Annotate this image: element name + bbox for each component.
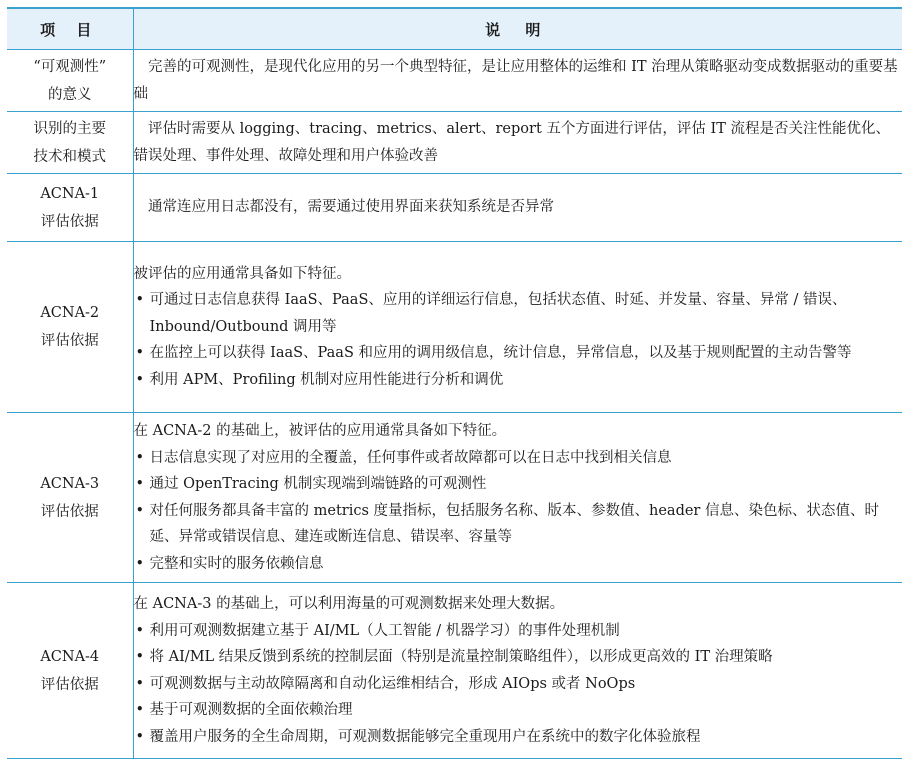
list-item: • 利用可观测数据建立基于 AI/ML（人工智能 / 机器学习）的事件处理机制 [134,618,903,645]
row-label: ACNA-3 评估依据 [7,413,133,583]
row-label: ACNA-2 评估依据 [7,242,133,413]
row-label: ACNA-4 评估依据 [7,583,133,759]
row-label: 识别的主要 技术和模式 [7,112,133,174]
list-item: • 通过 OpenTracing 机制实现端到端链路的可观测性 [134,471,903,498]
list-item: • 可通过日志信息获得 IaaS、PaaS、应用的详细运行信息，包括状态值、时延、并发量、容量、异常 / 错误、Inbound/Outbound 调用等 [134,287,903,340]
row-description: 完善的可观测性，是现代化应用的另一个典型特征，是让应用整体的运维和 IT 治理从策略驱动变成数据驱动的重要基础 [133,50,902,112]
list-item: • 在监控上可以获得 IaaS、PaaS 和应用的调用级信息，统计信息，异常信息，以及基于规则配置的主动告警等 [134,340,903,367]
list-item: • 基于可观测数据的全面依赖治理 [134,697,903,724]
row-description: 评估时需要从 logging、tracing、metrics、alert、report 五个方面进行评估，评估 IT 流程是否关注性能优化、错误处理、事件处理、故障处理和用户体验改善 [133,112,902,174]
list-item: • 完整和实时的服务依赖信息 [134,551,903,578]
table-row [7,583,902,759]
row-label: ACNA-1 评估依据 [7,174,133,242]
table-header-row [7,8,902,50]
list-item: • 利用 APM、Profiling 机制对应用性能进行分析和调优 [134,367,903,394]
list-item: • 对任何服务都具备丰富的 metrics 度量指标，包括服务名称、版本、参数值、header 信息、染色标、状态值、时延、异常或错误信息、建连或断连信息、错误率、容量等 [134,498,903,551]
table-row [7,112,902,174]
list-item: • 日志信息实现了对应用的全覆盖，任何事件或者故障都可以在日志中找到相关信息 [134,445,903,472]
list-item: • 将 AI/ML 结果反馈到系统的控制层面（特别是流量控制策略组件），以形成更高效的 IT 治理策略 [134,644,903,671]
row-description: 在 ACNA-3 的基础上，可以利用海量的可观测数据来处理大数据。 • 利用可观测数据建立基于 AI/ML（人工智能 / 机器学习）的事件处理机制 • 将 AI/ML 结果反馈到系统的控制层面（特别是流量控制策略组件），以形成更高效的 IT 治理策略 • 可观测数据与主动故障隔离和自动化运维相结合，形成 AIOps 或者 NoOps • 基于可观测数据的全面依赖治理 • 覆盖用户服务的全生命周期，可观测数据能够完全重现用户在系统中的数字化体验旅程 [133,583,902,759]
table-row [7,50,902,112]
row-description: 在 ACNA-2 的基础上，被评估的应用通常具备如下特征。 • 日志信息实现了对应用的全覆盖，任何事件或者故障都可以在日志中找到相关信息 • 通过 OpenTracing 机制实现端到端链路的可观测性 • 对任何服务都具备丰富的 metrics 度量指标，包括服务名称、版本、参数值、header 信息、染色标、状态值、时延、异常或错误信息、建连或断连信息、错误率、容量等 • 完整和实时的服务依赖信息 [133,413,902,583]
row-label: “可观测性” 的意义 [7,50,133,112]
header-item: 项 目 [7,8,133,50]
table-row [7,174,902,242]
table-row [7,242,902,413]
table-row [7,413,902,583]
bullet-list [134,618,903,751]
bullet-list [134,287,903,393]
header-description: 说 明 [133,8,902,50]
evaluation-table [7,7,902,759]
list-item: • 可观测数据与主动故障隔离和自动化运维相结合，形成 AIOps 或者 NoOps [134,671,903,698]
list-item: • 覆盖用户服务的全生命周期，可观测数据能够完全重现用户在系统中的数字化体验旅程 [134,724,903,751]
row-description: 被评估的应用通常具备如下特征。 • 可通过日志信息获得 IaaS、PaaS、应用的详细运行信息，包括状态值、时延、并发量、容量、异常 / 错误、Inbound/Outbound 调用等 • 在监控上可以获得 IaaS、PaaS 和应用的调用级信息，统计信息，异常信息，以及基于规则配置的主动告警等 • 利用 APM、Profiling 机制对应用性能进行分析和调优 [133,242,902,413]
bullet-list [134,445,903,578]
row-description: 通常连应用日志都没有，需要通过使用界面来获知系统是否异常 [133,174,902,242]
